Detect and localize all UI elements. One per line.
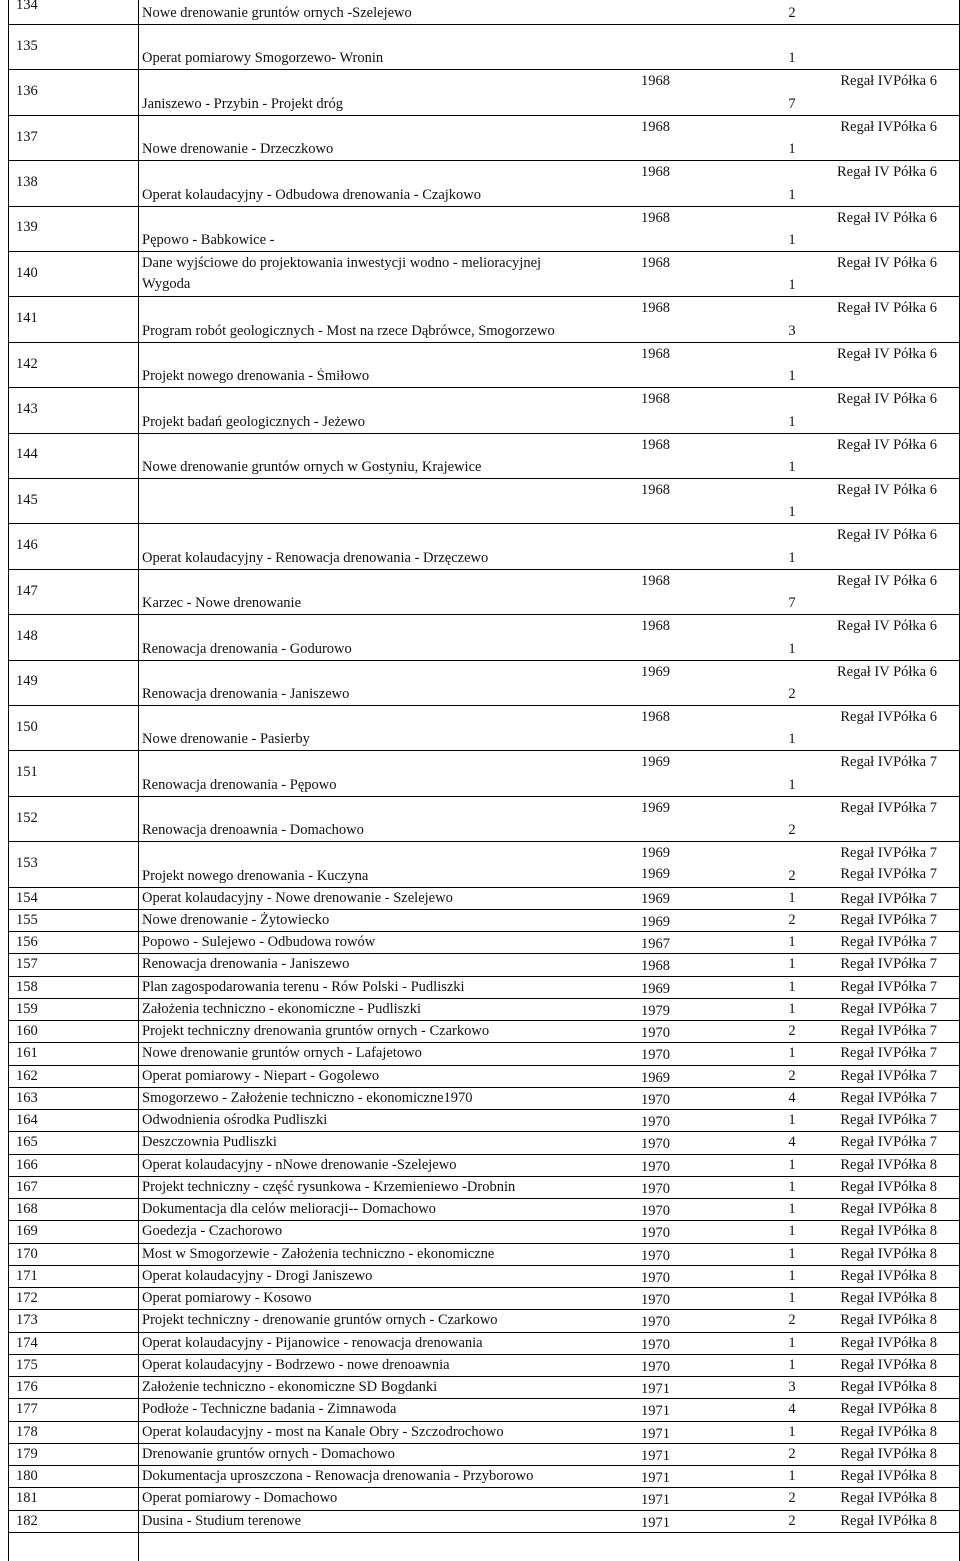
row-divider [8, 523, 960, 524]
row-title: Nowe drenowanie - Żytowiecko [142, 912, 330, 928]
row-location: Regał IVPółka 7 [840, 800, 937, 816]
row-number: 163 [16, 1090, 38, 1106]
row-divider [8, 251, 960, 252]
row-year: 1968 [641, 119, 670, 135]
row-divider [8, 1065, 960, 1066]
row-location: Regał IVPółka 7 [840, 1001, 937, 1017]
row-year: 1969 [641, 664, 670, 680]
row-location: Regał IVPółka 8 [840, 1312, 937, 1328]
row-divider [8, 478, 960, 479]
row-year: 1971 [641, 1426, 670, 1442]
row-divider [8, 1042, 960, 1043]
row-divider [8, 909, 960, 910]
row-title: Operat pomiarowy - Niepart - Gogolewo [142, 1068, 380, 1084]
row-number: 143 [16, 401, 38, 417]
row-year: 1971 [641, 1492, 670, 1508]
row-location: Regał IV Półka 6 [836, 482, 937, 498]
row-year: 1968 [641, 573, 670, 589]
row-location: Regał IVPółka 8 [840, 1201, 937, 1217]
row-divider [8, 115, 960, 116]
row-count: 1 [788, 459, 796, 475]
row-count: 1 [788, 1223, 796, 1239]
row-location: Regał IV Półka 6 [836, 527, 937, 543]
row-divider [8, 1398, 960, 1399]
row-number: 137 [16, 129, 38, 145]
row-divider [8, 614, 960, 615]
row-location: Regał IVPółka 8 [840, 1290, 937, 1306]
row-count: 1 [788, 890, 796, 906]
row-year: 1970 [641, 1292, 670, 1308]
row-number: 138 [16, 174, 38, 190]
row-divider [8, 1510, 960, 1511]
row-number: 182 [16, 1513, 38, 1529]
row-location: Regał IVPółka 7 [840, 866, 937, 882]
row-count: 1 [788, 141, 796, 157]
row-location: Regał IV Półka 6 [836, 255, 937, 271]
row-title: Popowo - Sulejewo - Odbudowa rowów [142, 934, 376, 950]
row-number: 168 [16, 1201, 38, 1217]
row-title: Plan zagospodarowania terenu - Rów Polski - Pudliszki [142, 979, 465, 995]
row-year: 1969 [641, 845, 670, 861]
row-divider [8, 1020, 960, 1021]
row-number: 135 [16, 38, 38, 54]
row-divider [8, 887, 960, 888]
row-number: 179 [16, 1446, 38, 1462]
row-title-cont: Wygoda [142, 276, 191, 292]
row-count: 1 [788, 1112, 796, 1128]
row-title: Założenia techniczno - ekonomiczne - Pudliszki [142, 1001, 422, 1017]
row-number: 153 [16, 855, 38, 871]
row-count: 2 [788, 912, 796, 928]
row-number: 160 [16, 1023, 38, 1039]
row-count: 3 [788, 1379, 796, 1395]
row-title: Dane wyjściowe do projektowania inwestycji wodno - melioracyjnej [142, 255, 542, 271]
row-number: 164 [16, 1112, 38, 1128]
row-title: Dokumentacja dla celów melioracji-- Domachowo [142, 1201, 436, 1217]
row-year: 1969 [641, 1070, 670, 1086]
row-year: 1968 [641, 164, 670, 180]
row-location: Regał IVPółka 7 [840, 845, 937, 861]
row-location: Regał IV Półka 6 [836, 437, 937, 453]
row-title: Operat pomiarowy - Domachowo [142, 1490, 338, 1506]
row-number: 165 [16, 1134, 38, 1150]
row-count: 4 [788, 1090, 796, 1106]
row-number: 175 [16, 1357, 38, 1373]
row-title: Pępowo - Babkowice - [142, 232, 275, 248]
row-count: 2 [788, 5, 796, 21]
row-year: 1968 [641, 255, 670, 271]
row-count: 1 [788, 1201, 796, 1217]
row-year: 1969 [641, 981, 670, 997]
row-divider [8, 796, 960, 797]
row-title: Dokumentacja uproszczona - Renowacja drenowania - Przyborowo [142, 1468, 534, 1484]
row-divider [8, 931, 960, 932]
row-count: 1 [788, 232, 796, 248]
row-count: 1 [788, 187, 796, 203]
row-divider [8, 569, 960, 570]
row-number: 173 [16, 1312, 38, 1328]
row-number: 158 [16, 979, 38, 995]
row-count: 1 [788, 1290, 796, 1306]
row-location: Regał IVPółka 7 [840, 891, 937, 907]
row-count: 1 [788, 956, 796, 972]
row-count: 1 [788, 777, 796, 793]
row-number: 152 [16, 810, 38, 826]
row-count: 1 [788, 1246, 796, 1262]
row-divider [8, 1421, 960, 1422]
row-year: 1970 [641, 1136, 670, 1152]
row-count: 3 [788, 323, 796, 339]
row-year: 1969 [641, 891, 670, 907]
row-year: 1971 [641, 1381, 670, 1397]
row-number: 177 [16, 1401, 38, 1417]
row-number: 166 [16, 1157, 38, 1173]
row-location: Regał IVPółka 8 [840, 1513, 937, 1529]
row-location: Regał IVPółka 7 [840, 912, 937, 928]
row-number: 161 [16, 1045, 38, 1061]
row-year: 1970 [641, 1047, 670, 1063]
row-divider [8, 1309, 960, 1310]
row-location: Regał IVPółka 7 [840, 934, 937, 950]
row-divider [8, 433, 960, 434]
row-number: 171 [16, 1268, 38, 1284]
row-year: 1970 [641, 1337, 670, 1353]
row-divider [8, 387, 960, 388]
row-year: 1970 [641, 1225, 670, 1241]
row-year: 1970 [641, 1025, 670, 1041]
row-number: 146 [16, 537, 38, 553]
row-location: Regał IVPółka 8 [840, 1424, 937, 1440]
row-divider [8, 1465, 960, 1466]
row-location: Regał IVPółka 8 [840, 1335, 937, 1351]
row-location: Regał IV Półka 6 [836, 164, 937, 180]
row-location: Regał IVPółka 8 [840, 1157, 937, 1173]
row-location: Regał IVPółka 7 [840, 1045, 937, 1061]
row-number: 136 [16, 83, 38, 99]
row-number: 167 [16, 1179, 38, 1195]
row-divider [8, 953, 960, 954]
row-year: 1968 [641, 300, 670, 316]
row-count: 1 [788, 979, 796, 995]
row-location: Regał IVPółka 7 [840, 1090, 937, 1106]
row-year: 1979 [641, 1003, 670, 1019]
row-title: Projekt techniczny - część rysunkowa - Krzemieniewo -Drobnin [142, 1179, 516, 1195]
row-title: Projekt nowego drenowania - Kuczyna [142, 868, 369, 884]
row-count: 1 [788, 1357, 796, 1373]
row-divider [8, 342, 960, 343]
row-location: Regał IVPółka 8 [840, 1379, 937, 1395]
row-year: 1970 [641, 1270, 670, 1286]
row-location: Regał IVPółka 6 [840, 119, 937, 135]
row-number: 140 [16, 265, 38, 281]
row-divider [8, 1220, 960, 1221]
row-title: Janiszewo - Przybin - Projekt dróg [142, 96, 343, 112]
row-location: Regał IVPółka 6 [840, 709, 937, 725]
row-location: Regał IVPółka 6 [840, 73, 937, 89]
row-count: 2 [788, 868, 796, 884]
row-number: 151 [16, 764, 38, 780]
row-divider [8, 976, 960, 977]
row-location: Regał IV Półka 6 [836, 618, 937, 634]
row-number: 141 [16, 310, 38, 326]
row-title: Operat kolaudacyjny - Pijanowice - renowacja drenowania [142, 1335, 483, 1351]
row-title: Goedezja - Czachorowo [142, 1223, 283, 1239]
row-title: Projekt techniczny - drenowanie gruntów ornych - Czarkowo [142, 1312, 498, 1328]
row-year: 1969 [641, 914, 670, 930]
row-divider [8, 1265, 960, 1266]
row-location: Regał IV Półka 6 [836, 300, 937, 316]
row-location: Regał IVPółka 7 [840, 956, 937, 972]
row-number: 139 [16, 219, 38, 235]
row-count: 1 [788, 504, 796, 520]
row-year: 1968 [641, 73, 670, 89]
row-year: 1968 [641, 210, 670, 226]
row-number: 144 [16, 446, 38, 462]
row-divider [8, 1131, 960, 1132]
row-count: 2 [788, 1023, 796, 1039]
row-divider [8, 1443, 960, 1444]
row-location: Regał IVPółka 8 [840, 1268, 937, 1284]
row-title: Projekt techniczny drenowania gruntów ornych - Czarkowo [142, 1023, 490, 1039]
row-year: 1970 [641, 1181, 670, 1197]
row-title: Operat kolaudacyjny - Bodrzewo - nowe drenoawnia [142, 1357, 450, 1373]
row-title: Odwodnienia ośrodka Pudliszki [142, 1112, 328, 1128]
row-divider [8, 705, 960, 706]
row-location: Regał IVPółka 8 [840, 1446, 937, 1462]
row-count: 1 [788, 1268, 796, 1284]
row-title: Podłoże - Techniczne badania - Zimnawoda [142, 1401, 397, 1417]
row-year: 1971 [641, 1470, 670, 1486]
row-count: 2 [788, 822, 796, 838]
row-number: 159 [16, 1001, 38, 1017]
row-divider [8, 24, 960, 25]
row-title: Dusina - Studium terenowe [142, 1513, 302, 1529]
row-divider [8, 1376, 960, 1377]
row-divider [8, 1332, 960, 1333]
row-count: 1 [788, 731, 796, 747]
row-divider [8, 206, 960, 207]
row-divider [8, 296, 960, 297]
row-year: 1967 [641, 936, 670, 952]
row-count: 1 [788, 50, 796, 66]
row-title: Operat kolaudacyjny - nNowe drenowanie -Szelejewo [142, 1157, 457, 1173]
row-title: Nowe drenowanie gruntów ornych - Lafajetowo [142, 1045, 422, 1061]
row-count: 1 [788, 368, 796, 384]
row-count: 2 [788, 1312, 796, 1328]
row-number: 172 [16, 1290, 38, 1306]
row-year: 1970 [641, 1203, 670, 1219]
row-number: 148 [16, 628, 38, 644]
row-number: 156 [16, 934, 38, 950]
row-year: 1971 [641, 1403, 670, 1419]
row-location: Regał IVPółka 8 [840, 1223, 937, 1239]
row-year: 1969 [641, 866, 670, 882]
row-title: Drenowanie gruntów ornych - Domachowo [142, 1446, 395, 1462]
row-title: Operat kolaudacyjny - Odbudowa drenowania - Czajkowo [142, 187, 482, 203]
row-title: Nowe drenowanie gruntów ornych -Szelejewo [142, 5, 412, 21]
row-divider [8, 1243, 960, 1244]
row-title: Karzec - Nowe drenowanie [142, 595, 302, 611]
row-year: 1968 [641, 618, 670, 634]
row-divider [8, 1532, 960, 1533]
row-divider [8, 1176, 960, 1177]
row-count: 1 [788, 1468, 796, 1484]
row-title: Program robót geologicznych - Most na rzece Dąbrówce, Smogorzewo [142, 323, 555, 339]
row-count: 1 [788, 1179, 796, 1195]
row-number: 178 [16, 1424, 38, 1440]
row-location: Regał IVPółka 7 [840, 1068, 937, 1084]
row-location: Regał IVPółka 8 [840, 1246, 937, 1262]
row-title: Operat pomiarowy Smogorzewo- Wronin [142, 50, 384, 66]
row-count: 1 [788, 934, 796, 950]
row-year: 1968 [641, 346, 670, 362]
row-count: 4 [788, 1134, 796, 1150]
row-count: 1 [788, 414, 796, 430]
row-divider [8, 1287, 960, 1288]
row-number: 162 [16, 1068, 38, 1084]
row-number: 176 [16, 1379, 38, 1395]
row-title: Smogorzewo - Założenie techniczno - ekonomiczne1970 [142, 1090, 473, 1106]
row-count: 1 [788, 1001, 796, 1017]
row-count: 2 [788, 1490, 796, 1506]
row-divider [8, 660, 960, 661]
row-year: 1970 [641, 1159, 670, 1175]
row-title: Operat kolaudacyjny - Renowacja drenowania - Drzęczewo [142, 550, 489, 566]
row-title: Operat kolaudacyjny - most na Kanale Obry - Szczodrochowo [142, 1424, 504, 1440]
row-count: 7 [788, 96, 796, 112]
row-title: Operat kolaudacyjny - Nowe drenowanie - Szelejewo [142, 890, 453, 906]
row-count: 1 [788, 1424, 796, 1440]
row-title: Założenie techniczno - ekonomiczne SD Bogdanki [142, 1379, 438, 1395]
row-location: Regał IVPółka 8 [840, 1468, 937, 1484]
row-location: Regał IV Półka 6 [836, 346, 937, 362]
row-title: Operat kolaudacyjny - Drogi Janiszewo [142, 1268, 373, 1284]
row-number: 134 [16, 0, 38, 13]
row-title: Renowacja drenowania - Pępowo [142, 777, 337, 793]
row-divider [8, 1487, 960, 1488]
row-year: 1970 [641, 1114, 670, 1130]
row-location: Regał IV Półka 6 [836, 573, 937, 589]
row-count: 1 [788, 1157, 796, 1173]
row-divider [8, 1109, 960, 1110]
row-location: Regał IVPółka 7 [840, 754, 937, 770]
row-year: 1970 [641, 1092, 670, 1108]
row-title: Operat pomiarowy - Kosowo [142, 1290, 312, 1306]
row-count: 1 [788, 277, 796, 293]
row-location: Regał IVPółka 7 [840, 1023, 937, 1039]
row-count: 2 [788, 1513, 796, 1529]
row-number: 180 [16, 1468, 38, 1484]
row-title: Renowacja drenowania - Janiszewo [142, 956, 350, 972]
row-number: 174 [16, 1335, 38, 1351]
row-number: 170 [16, 1246, 38, 1262]
row-location: Regał IVPółka 7 [840, 1134, 937, 1150]
row-title: Nowe drenowanie - Drzeczkowo [142, 141, 334, 157]
row-location: Regał IVPółka 8 [840, 1179, 937, 1195]
row-year: 1970 [641, 1314, 670, 1330]
row-count: 1 [788, 641, 796, 657]
row-year: 1968 [641, 437, 670, 453]
row-count: 4 [788, 1401, 796, 1417]
row-year: 1968 [641, 482, 670, 498]
row-title: Deszczownia Pudliszki [142, 1134, 277, 1150]
row-divider [8, 1087, 960, 1088]
row-year: 1971 [641, 1448, 670, 1464]
row-location: Regał IV Półka 6 [836, 210, 937, 226]
row-number: 157 [16, 956, 38, 972]
row-year: 1971 [641, 1515, 670, 1531]
row-title: Renowacja drenowania - Janiszewo [142, 686, 350, 702]
row-number: 154 [16, 890, 38, 906]
row-location: Regał IV Półka 6 [836, 664, 937, 680]
row-number: 145 [16, 492, 38, 508]
row-year: 1968 [641, 709, 670, 725]
row-divider [8, 998, 960, 999]
row-divider [8, 1154, 960, 1155]
row-divider [8, 841, 960, 842]
row-count: 2 [788, 686, 796, 702]
row-year: 1969 [641, 800, 670, 816]
row-number: 147 [16, 583, 38, 599]
row-count: 2 [788, 1446, 796, 1462]
row-year: 1969 [641, 754, 670, 770]
row-title: Nowe drenowanie - Pasierby [142, 731, 310, 747]
row-year: 1968 [641, 958, 670, 974]
row-year: 1970 [641, 1359, 670, 1375]
row-location: Regał IV Półka 6 [836, 391, 937, 407]
row-number: 149 [16, 673, 38, 689]
row-location: Regał IVPółka 8 [840, 1401, 937, 1417]
row-year: 1970 [641, 1248, 670, 1264]
row-divider [8, 1198, 960, 1199]
row-title: Projekt nowego drenowania - Śmiłowo [142, 368, 370, 384]
row-year: 1968 [641, 391, 670, 407]
row-location: Regał IVPółka 8 [840, 1357, 937, 1373]
row-title: Renowacja drenowania - Godurowo [142, 641, 352, 657]
row-location: Regał IVPółka 7 [840, 1112, 937, 1128]
row-number: 150 [16, 719, 38, 735]
row-title: Projekt badań geologicznych - Jeżewo [142, 414, 366, 430]
row-title: Most w Smogorzewie - Założenia techniczno - ekonomiczne [142, 1246, 495, 1262]
row-number: 169 [16, 1223, 38, 1239]
row-count: 7 [788, 595, 796, 611]
row-count: 1 [788, 1335, 796, 1351]
row-count: 2 [788, 1068, 796, 1084]
row-location: Regał IVPółka 7 [840, 979, 937, 995]
row-divider [8, 69, 960, 70]
row-number: 155 [16, 912, 38, 928]
row-divider [8, 160, 960, 161]
row-number: 142 [16, 356, 38, 372]
row-number: 181 [16, 1490, 38, 1506]
row-divider [8, 750, 960, 751]
row-count: 1 [788, 1045, 796, 1061]
row-title: Renowacja drenoawnia - Domachowo [142, 822, 364, 838]
row-divider [8, 1354, 960, 1355]
row-location: Regał IVPółka 8 [840, 1490, 937, 1506]
row-title: Nowe drenowanie gruntów ornych w Gostyniu, Krajewice [142, 459, 482, 475]
column-divider [138, 0, 139, 1561]
row-count: 1 [788, 550, 796, 566]
